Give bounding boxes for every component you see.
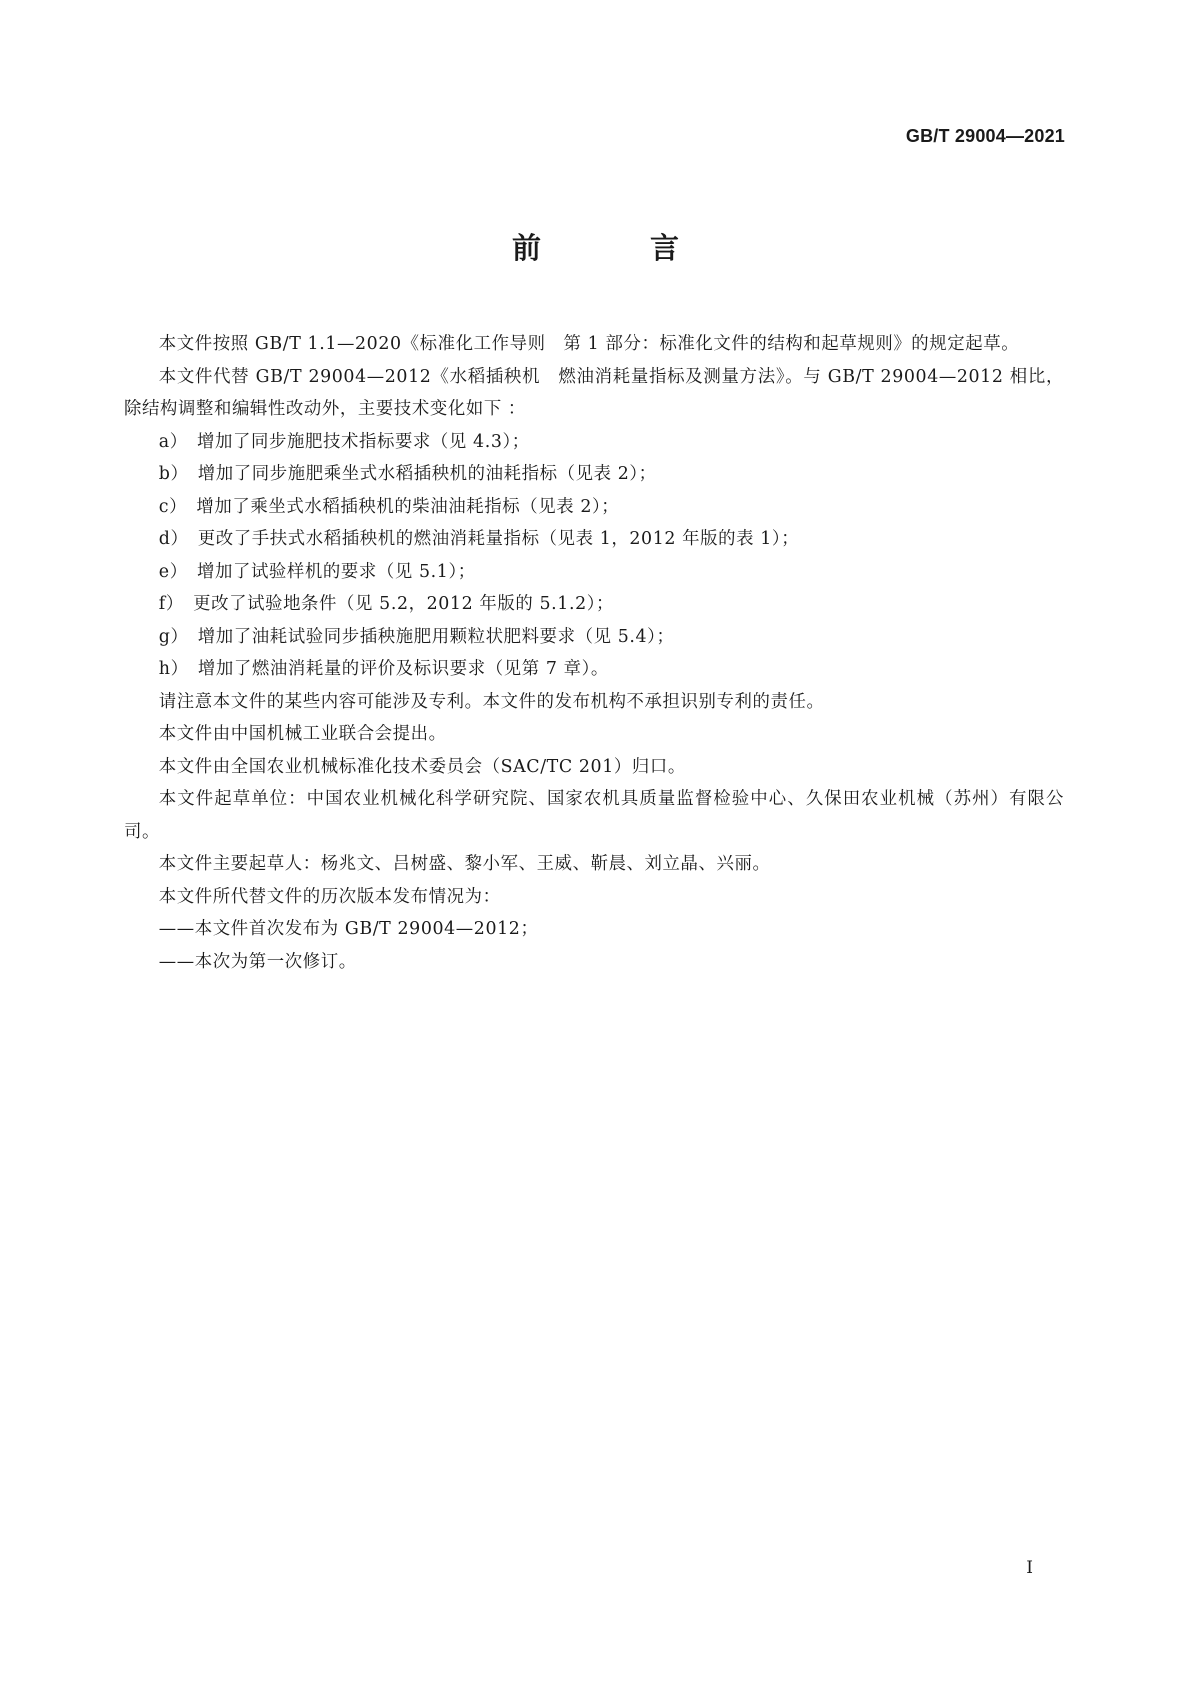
paragraph-drafters: 本文件主要起草人：杨兆文、吕树盛、黎小军、王威、靳晨、刘立晶、兴丽。 — [158, 854, 771, 874]
list-item-change-d: d） 更改了手扶式水稻插秧机的燃油消耗量指标（见表 1，2012 年版的表 1）； — [158, 529, 800, 549]
paragraph-drafting-units: 本文件起草单位：中国农业机械化科学研究院、国家农机具质量监督检验中心、久保田农业机械（苏州）有限公司。 — [124, 789, 1064, 842]
list-item-change-f: f） 更改了试验地条件（见 5.2，2012 年版的 5.1.2）； — [158, 594, 615, 614]
list-item-change-h: h） 增加了燃油消耗量的评价及标识要求（见第 7 章）。 — [158, 659, 609, 679]
list-item-change-e: e） 增加了试验样机的要求（见 5.1）； — [158, 561, 476, 582]
page-title: 前 言 — [511, 231, 719, 265]
standard-code: GB/T 29004—2021 — [905, 126, 1065, 146]
paragraph-drafting-rules: 本文件按照 GB/T 1.1—2020《标准化工作导则 第 1 部分：标准化文件的结构和起草规则》的规定起草。 — [158, 334, 1020, 354]
paragraph-proposer: 本文件由中国机械工业联合会提出。 — [158, 724, 447, 744]
list-item-change-a: a） 增加了同步施肥技术指标要求（见 4.3）； — [158, 431, 530, 452]
paragraph-committee: 本文件由全国农业机械标准化技术委员会（SAC/TC 201）归口。 — [158, 756, 686, 777]
paragraph-patent-notice: 请注意本文件的某些内容可能涉及专利。本文件的发布机构不承担识别专利的责任。 — [158, 691, 825, 712]
list-item-change-g: g） 增加了油耗试验同步插秧施肥用颗粒状肥料要求（见 5.4）； — [158, 626, 675, 647]
list-item-history-revision: ——本次为第一次修订。 — [158, 951, 357, 972]
paragraph-history-intro: 本文件所代替文件的历次版本发布情况为： — [158, 886, 501, 907]
list-item-change-b: b） 增加了同步施肥乘坐式水稻插秧机的油耗指标（见表 2）； — [158, 464, 657, 484]
document-body — [124, 328, 1064, 978]
list-item-change-c: c） 增加了乘坐式水稻插秧机的柴油油耗指标（见表 2）； — [158, 496, 620, 517]
paragraph-replacement: 本文件代替 GB/T 29004—2012《水稻插秧机 燃油消耗量指标及测量方法》。与 GB/T 29004—2012 相比，除结构调整和编辑性改动外，主要技术变化如下 ： — [124, 366, 1064, 419]
page-number: I — [1026, 1558, 1033, 1578]
list-item-history-first: ——本文件首次发布为 GB/T 29004—2012； — [158, 919, 539, 939]
